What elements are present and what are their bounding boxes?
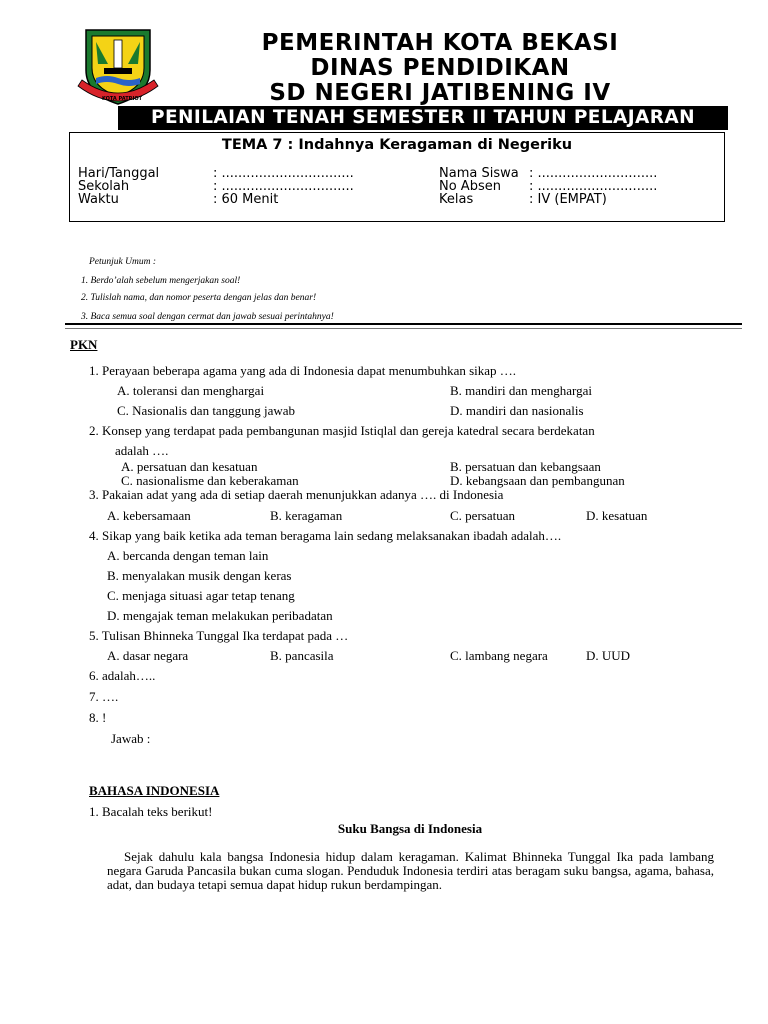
option-2d: D. kebangsaan dan pembangunan <box>450 473 625 488</box>
option-1b: B. mandiri dan menghargai <box>450 383 593 398</box>
option-3c: C. persatuan <box>450 508 515 523</box>
reading-paragraph <box>107 850 714 892</box>
label-school: Sekolah <box>78 179 130 194</box>
reading-title: Suku Bangsa di Indonesia <box>337 821 483 836</box>
header-department: DINAS PENDIDIKAN <box>310 55 570 81</box>
label-date: Hari/Tanggal <box>78 166 160 181</box>
instruction-item: 1. Berdo’alah sebelum mengerjakan soal! <box>81 276 241 286</box>
value-student-name: : ............................. <box>529 166 658 181</box>
header-school: SD NEGERI JATIBENING IV <box>269 80 611 106</box>
option-4d: D. mengajak teman melakukan peribadatan <box>107 608 333 623</box>
question-2: 2. Konsep yang terdapat pada pembangunan masjid Istiqlal dan gereja katedral secara berdekatan <box>89 423 595 438</box>
question-6: 6. adalah….. <box>89 668 156 683</box>
label-time: Waktu <box>78 192 119 207</box>
question-1: 1. Perayaan beberapa agama yang ada di Indonesia dapat menumbuhkan sikap …. <box>89 363 517 378</box>
theme-title: TEMA 7 : Indahnya Keragaman di Negeriku <box>221 137 573 153</box>
option-4a: A. bercanda dengan teman lain <box>107 548 269 563</box>
label-absence-number: No Absen <box>439 179 501 194</box>
bahasa-question-1: 1. Bacalah teks berikut! <box>89 804 213 819</box>
logo-ribbon-text: KOTA PATRIOT <box>101 96 142 102</box>
question-2-cont: adalah …. <box>115 443 169 458</box>
instructions-title: Petunjuk Umum : <box>89 257 157 267</box>
option-1a: A. toleransi dan menghargai <box>117 383 265 398</box>
option-3b: B. keragaman <box>270 508 343 523</box>
option-4b: B. menyalakan musik dengan keras <box>107 568 292 583</box>
option-5d: D. UUD <box>586 648 631 663</box>
question-4: 4. Sikap yang baik ketika ada teman beragama lain sedang melaksanakan ibadah adalah…. <box>89 528 562 543</box>
instruction-item: 3. Baca semua soal dengan cermat dan jawab sesuai perintahnya! <box>81 312 334 322</box>
option-5a: A. dasar negara <box>107 648 189 663</box>
option-1d: D. mandiri dan nasionalis <box>450 403 584 418</box>
option-1c: C. Nasionalis dan tanggung jawab <box>117 403 295 418</box>
exam-banner: PENILAIAN TENAH SEMESTER II TAHUN PELAJARAN <box>118 106 728 130</box>
option-4c: C. menjaga situasi agar tetap tenang <box>107 588 295 603</box>
section-title-pkn: PKN <box>70 337 98 352</box>
value-school: : ................................ <box>213 179 354 194</box>
question-3: 3. Pakaian adat yang ada di setiap daerah menunjukkan adanya …. di Indonesia <box>89 487 504 502</box>
question-8: 8. ! <box>89 710 107 725</box>
divider-line <box>65 328 742 329</box>
option-2a: A. persatuan dan kesatuan <box>121 459 258 474</box>
question-5: 5. Tulisan Bhinneka Tunggal Ika terdapat pada … <box>89 628 349 643</box>
answer-label: Jawab : <box>111 731 151 746</box>
option-5b: B. pancasila <box>270 648 334 663</box>
label-class: Kelas <box>439 192 474 207</box>
section-title-bahasa: BAHASA INDONESIA <box>89 783 220 798</box>
question-7: 7. …. <box>89 689 119 704</box>
option-2c: C. nasionalisme dan keberakaman <box>121 473 299 488</box>
value-absence-number: : ............................. <box>529 179 658 194</box>
student-info-box <box>69 132 725 222</box>
reading-paragraph-text: Sejak dahulu kala bangsa Indonesia hidup dalam keragaman. Kalimat Bhinneka Tunggal Ika pada lambang negara Garuda Pancasila bukan cuma slogan. Penduduk Indonesia terdiri atas beragam suku bangsa, agama, bahasa, adat, dan budaya tetapi semua dapat hidup rukun berdampingan. <box>107 849 714 892</box>
label-student-name: Nama Siswa <box>439 166 519 181</box>
value-class: : IV (EMPAT) <box>529 192 607 207</box>
value-date: : ................................ <box>213 166 354 181</box>
instruction-item: 2. Tulislah nama, dan nomor peserta dengan jelas dan benar! <box>81 293 317 303</box>
option-5c: C. lambang negara <box>450 648 548 663</box>
option-3d: D. kesatuan <box>586 508 648 523</box>
value-time: : 60 Menit <box>213 192 279 207</box>
option-2b: B. persatuan dan kebangsaan <box>450 459 601 474</box>
header-government: PEMERINTAH KOTA BEKASI <box>261 30 619 56</box>
divider-line <box>65 323 742 325</box>
option-3a: A. kebersamaan <box>107 508 191 523</box>
